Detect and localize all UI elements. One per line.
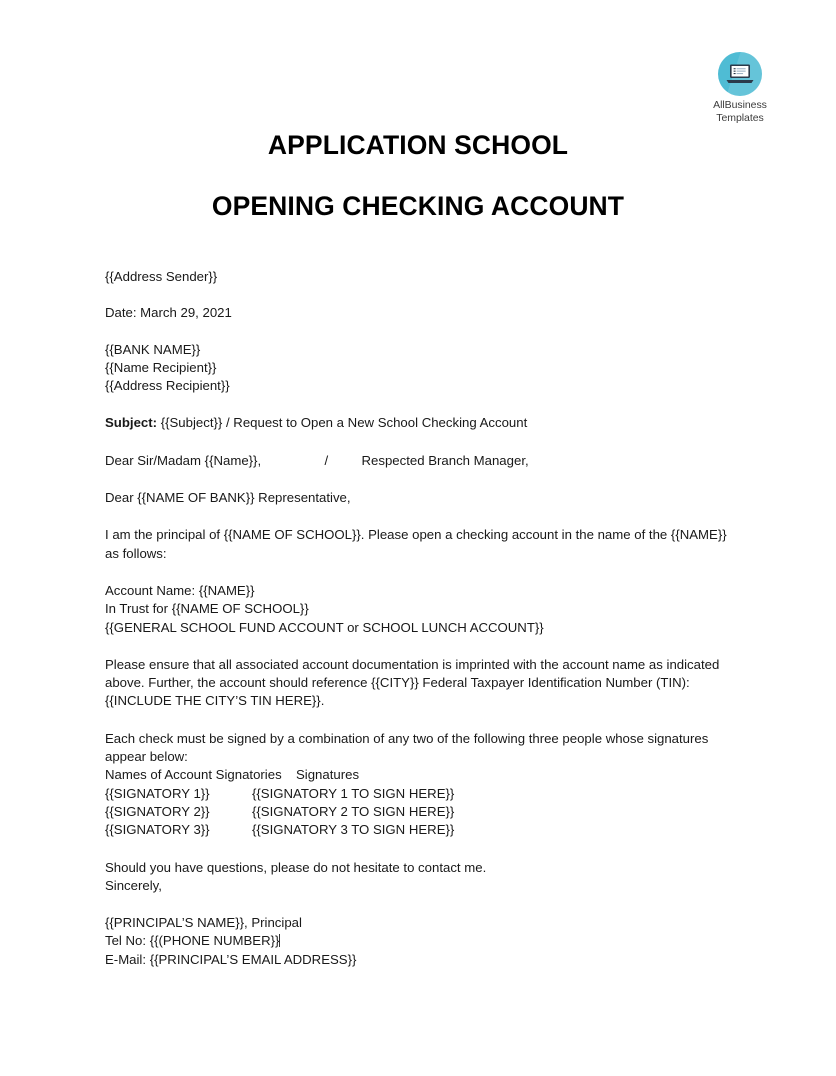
- spacer: [105, 895, 730, 914]
- laptop-document-icon: [718, 52, 762, 96]
- spacer: [105, 840, 730, 859]
- recipient-block: [105, 341, 730, 396]
- closing-question: Should you have questions, please do not hesitate to contact me.: [105, 859, 487, 875]
- spacer: [105, 433, 730, 452]
- signer-email: E-Mail: {{PRINCIPAL’S EMAIL ADDRESS}}: [105, 951, 357, 967]
- signatory-table-header: [105, 766, 730, 784]
- signer-telephone: [105, 932, 730, 950]
- document-title-line-2: OPENING CHECKING ACCOUNT: [211, 191, 625, 221]
- account-name-line: Account Name: {{NAME}}: [105, 582, 255, 598]
- signatory-header-names: Names of Account Signatories: [105, 767, 282, 783]
- subject-line: [105, 414, 730, 432]
- brand-name-line2: Templates: [716, 111, 764, 124]
- signatory-signature: {{SIGNATORY 3 TO SIGN HERE}}: [252, 822, 455, 838]
- signer-name: {{PRINCIPAL’S NAME}}, Principal: [105, 915, 302, 931]
- documentation-paragraph: Please ensure that all associated account documentation is imprinted with the account name as indicated above. Further, the account should reference {{CITY}} Federal Taxpayer Identification Number (TIN): {{INCLUDE THE CITY’S TIN HERE}}.: [105, 656, 720, 709]
- signer-block: [105, 914, 730, 969]
- in-trust-for-line: In Trust for {{NAME OF SCHOOL}}: [105, 601, 309, 617]
- salutation-primary: [105, 452, 730, 470]
- signatory-table: [105, 766, 730, 839]
- sender-address: {{Address Sender}}: [105, 269, 218, 284]
- signer-telephone-text: Tel No: {{(PHONE NUMBER}}: [105, 933, 280, 949]
- subject-label: Subject:: [105, 415, 158, 431]
- spacer: [105, 711, 730, 730]
- signatory-name: {{SIGNATORY 1}}: [105, 785, 210, 801]
- text-cursor: [279, 934, 280, 947]
- spacer: [105, 637, 730, 656]
- spacer: [105, 395, 730, 414]
- closing-sincerely: Sincerely,: [105, 877, 162, 893]
- signatory-name: {{SIGNATORY 3}}: [105, 822, 210, 838]
- account-type-line: {{GENERAL SCHOOL FUND ACCOUNT or SCHOOL LUNCH ACCOUNT}}: [105, 619, 544, 635]
- spacer: [105, 323, 730, 341]
- signatory-signature: {{SIGNATORY 2 TO SIGN HERE}}: [252, 803, 455, 819]
- subject-value: {{Subject}} / Request to Open a New School Checking Account: [160, 415, 528, 431]
- salutation-separator: /: [324, 452, 329, 468]
- letter-date: Date: March 29, 2021: [105, 305, 232, 321]
- signatory-name: {{SIGNATORY 2}}: [105, 803, 210, 819]
- recipient-name: {{Name Recipient}}: [105, 359, 217, 375]
- salutation-secondary: Dear {{NAME OF BANK}} Representative,: [105, 490, 351, 506]
- recipient-address: {{Address Recipient}}: [105, 378, 230, 394]
- document-title-line-1: APPLICATION SCHOOL: [267, 130, 569, 160]
- spacer: [105, 286, 730, 304]
- brand-name-line1: AllBusiness: [713, 99, 767, 111]
- spacer: [105, 507, 730, 526]
- salutation-primary-text: Dear Sir/Madam {{Name}},: [105, 452, 262, 468]
- salutation-alternate-text: Respected Branch Manager,: [361, 452, 529, 468]
- signature-requirement-paragraph: Each check must be signed by a combination of any two of the following three people whose signatures appear below:: [105, 730, 709, 765]
- table-row: [105, 821, 730, 839]
- brand-logo: [690, 52, 790, 124]
- signatory-header-signatures: Signatures: [296, 767, 360, 783]
- letter-body: [105, 268, 730, 969]
- closing-block: [105, 859, 730, 896]
- table-row: [105, 785, 730, 803]
- table-row: [105, 803, 730, 821]
- spacer: [105, 563, 730, 582]
- account-details-block: [105, 582, 730, 637]
- brand-name: [690, 99, 790, 124]
- spacer: [105, 470, 730, 489]
- intro-paragraph: I am the principal of {{NAME OF SCHOOL}}. Please open a checking account in the name of the {{NAME}} as follows:: [105, 527, 727, 561]
- signatory-signature: {{SIGNATORY 1 TO SIGN HERE}}: [252, 785, 455, 801]
- recipient-bank-name: {{BANK NAME}}: [105, 341, 201, 357]
